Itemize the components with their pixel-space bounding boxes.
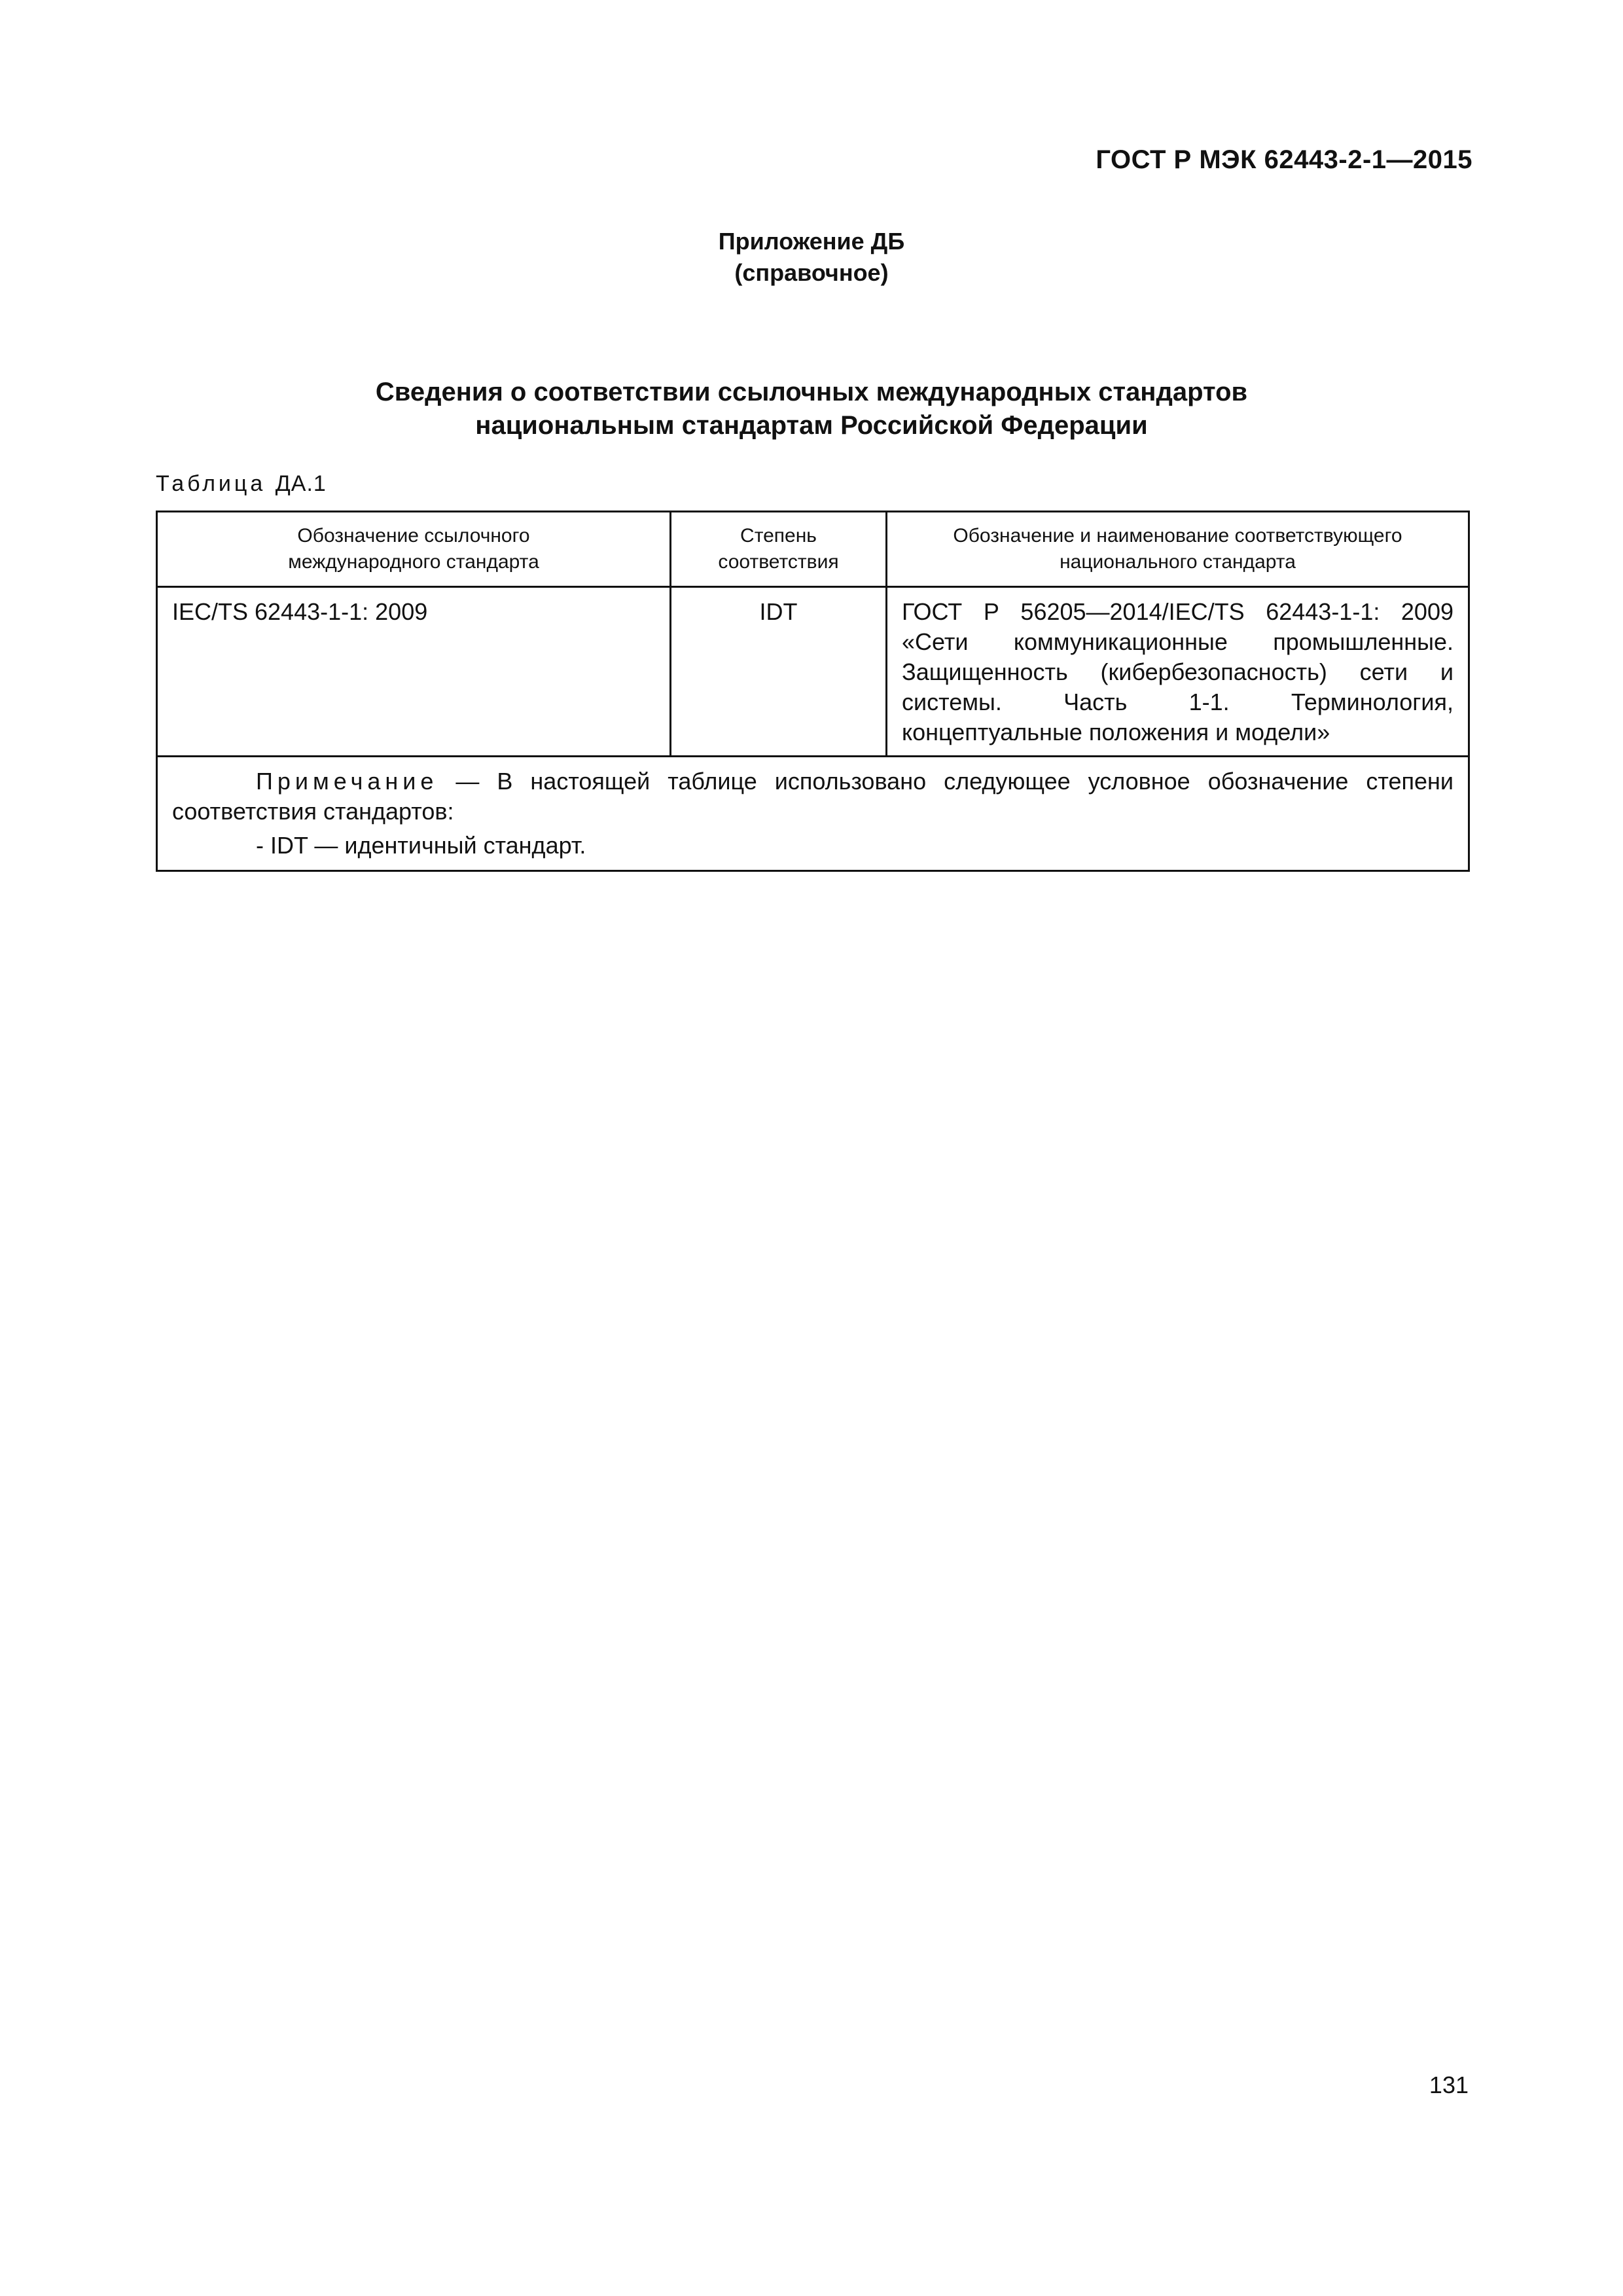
header-degree	[671, 512, 887, 587]
header-degree-line-2: соответствия	[718, 551, 839, 573]
appendix-title: Приложение ДБ	[718, 228, 905, 255]
table-header-row	[157, 512, 1469, 587]
header-national-line-2: национального стандарта	[1060, 551, 1296, 573]
appendix-type: (справочное)	[734, 259, 889, 286]
header-international-standard	[157, 512, 671, 587]
header-national-line-1: Обозначение и наименование соответствующего	[953, 525, 1402, 547]
cell-degree: IDT	[671, 587, 887, 757]
appendix-heading-line-1: Сведения о соответствии ссылочных международных стандартов	[375, 378, 1248, 406]
note-body: — В настоящей таблице использовано следующее условное обозначение степени соответствия стандартов:	[172, 768, 1454, 825]
table-caption	[156, 471, 327, 497]
table-note-row	[157, 757, 1469, 871]
note-text	[172, 766, 1454, 827]
standard-number: ГОСТ Р МЭК 62443-2-1—2015	[1096, 145, 1472, 174]
header-national-standard	[887, 512, 1469, 587]
table-row	[157, 587, 1469, 757]
header-degree-line-1: Степень	[740, 525, 817, 547]
page-number: 131	[1429, 2072, 1469, 2098]
table-caption-word: Таблица	[156, 471, 266, 496]
table-caption-number: ДА.1	[275, 471, 327, 496]
cell-international-standard: IEC/TS 62443-1-1: 2009	[157, 587, 671, 757]
cell-national-standard: ГОСТ Р 56205—2014/IEC/TS 62443-1-1: 2009 «Сети коммуникационные промышленные. Защищенность (кибербезопасность) сети и системы. Часть 1-1. Терминология, концептуальные положения и модели»	[887, 587, 1469, 757]
table-note	[157, 757, 1469, 871]
note-label: Примечание	[256, 768, 438, 795]
note-item: - IDT — идентичный стандарт.	[256, 832, 586, 859]
header-international-line-1: Обозначение ссылочного	[297, 525, 530, 547]
appendix-heading-line-2: национальным стандартам Российской Федерации	[475, 411, 1148, 440]
header-international-line-2: международного стандарта	[288, 551, 539, 573]
correspondence-table	[156, 511, 1470, 872]
